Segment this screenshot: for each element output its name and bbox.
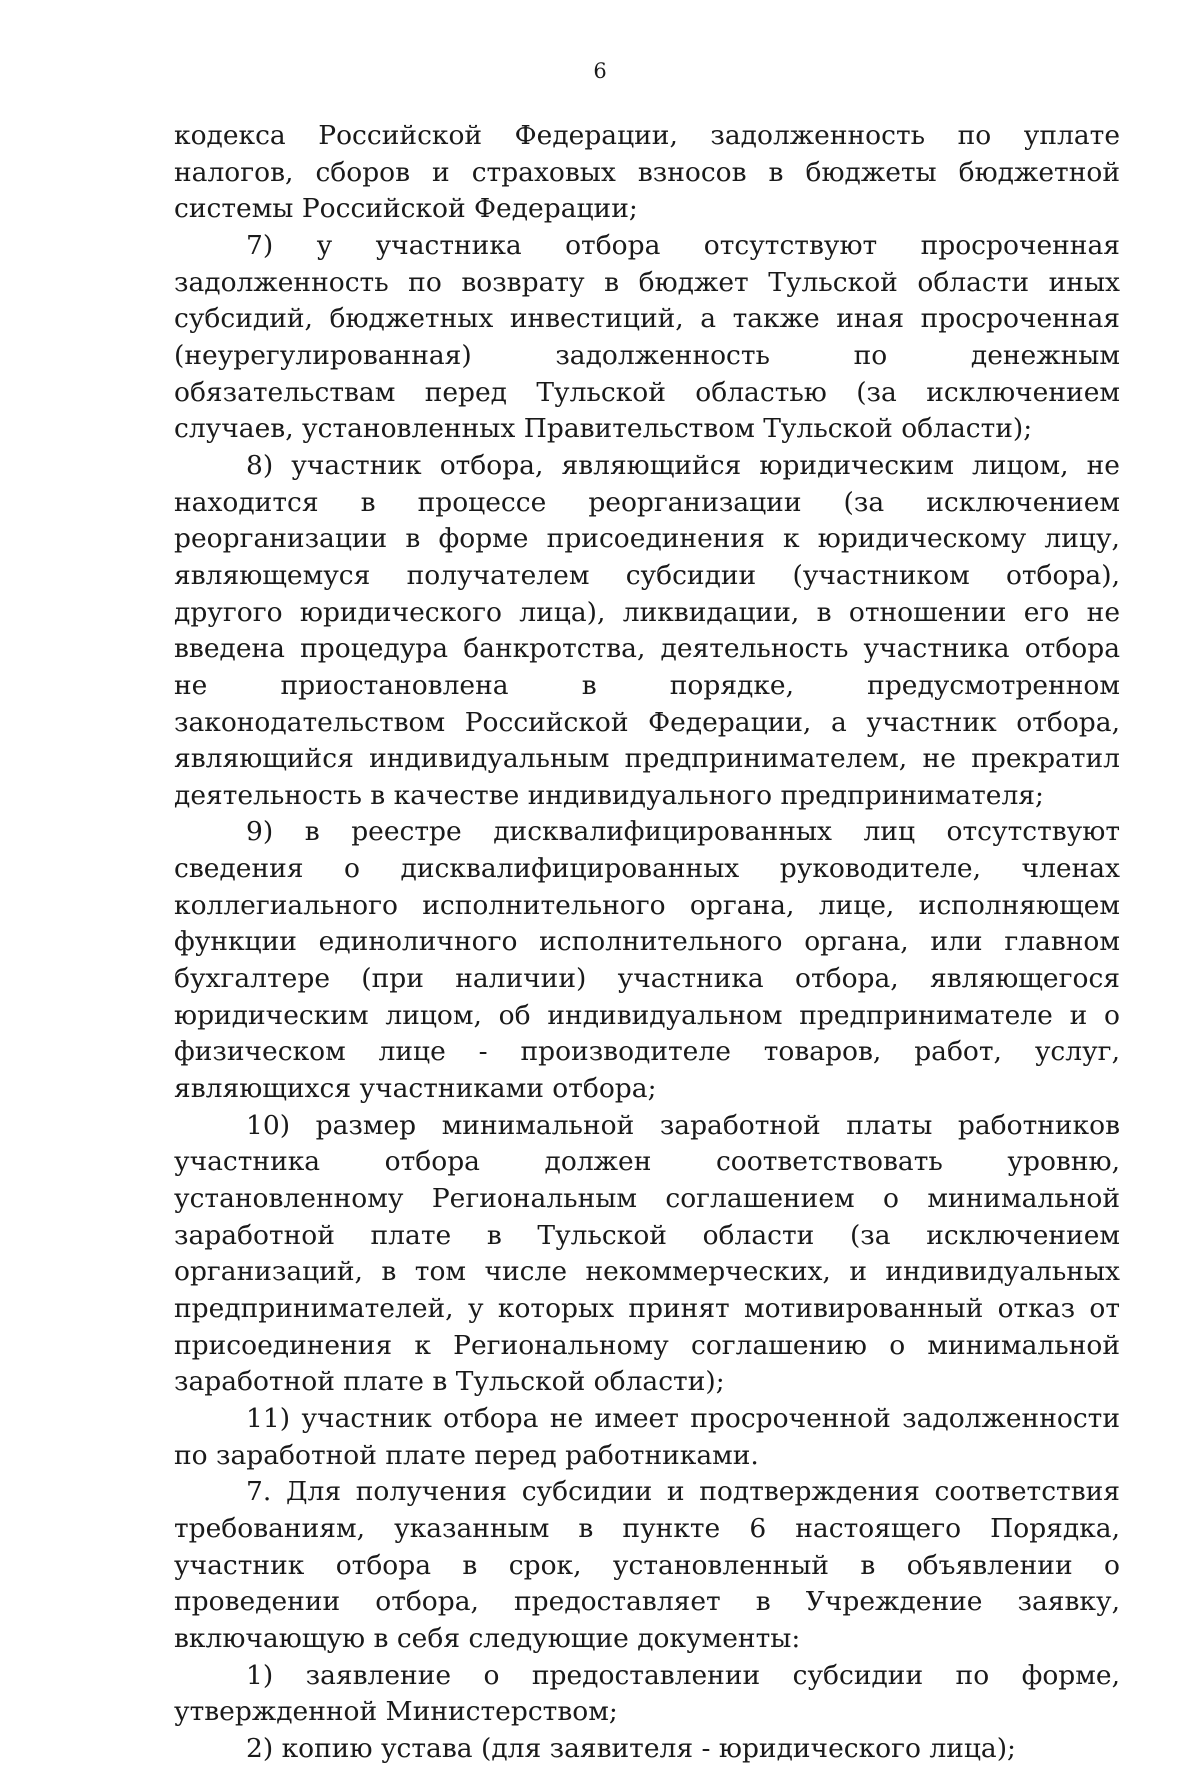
paragraph-item-9: 9) в реестре дисквалифицированных лиц отсутствуют сведения о дисквалифицированных руководителе, членах коллегиального исполнительного органа, лице, исполняющем функции единоличного исполнительного органа, или главном бухгалтере (при наличии) участника отбора, являющегося юридическим лицом, об индивидуальном предпринимателе и о физическом лице - производителе товаров, работ, услуг, являющихся участниками отбора; — [174, 816, 1120, 1105]
paragraph-item-11: 11) участник отбора не имеет просроченной задолженности по заработной плате перед работниками. — [174, 1402, 1120, 1471]
paragraph-document-2: 2) копию устава (для заявителя - юридического лица); — [246, 1732, 1016, 1764]
document-body — [174, 118, 1120, 1768]
page-number: 6 — [593, 59, 607, 83]
paragraph-continuation: кодекса Российской Федерации, задолженность по уплате налогов, сборов и страховых взносов в бюджеты бюджетной системы Российской Федерации; — [174, 120, 1120, 225]
paragraph-document-1: 1) заявление о предоставлении субсидии по форме, утвержденной Министерством; — [174, 1659, 1120, 1728]
paragraph-item-10: 10) размер минимальной заработной платы работников участника отбора должен соответствовать уровню, установленному Региональным соглашением о минимальной заработной плате в Тульской области (за исключением организаций, в том числе некоммерческих, и индивидуальных предпринимателей, у которых принят мотивированный отказ от присоединения к Региональному соглашению о минимальной заработной плате в Тульской области); — [174, 1109, 1120, 1398]
paragraph-item-8: 8) участник отбора, являющийся юридическим лицом, не находится в процессе реорганизации (за исключением реорганизации в форме присоединения к юридическому лицу, являющемуся получателем субсидии (участником отбора), другого юридического лица), ликвидации, в отношении его не введена процедура банкротства, деятельность участника отбора не приостановлена в порядке, предусмотренном законодательством Российской Федерации, а участник отбора, являющийся индивидуальным предпринимателем, не прекратил деятельность в качестве индивидуального предпринимателя; — [174, 449, 1120, 811]
paragraph-item-7: 7) у участника отбора отсутствуют просроченная задолженность по возврату в бюджет Тульской области иных субсидий, бюджетных инвестиций, а также иная просроченная (неурегулированная) задолженность по денежным обязательствам перед Тульской областью (за исключением случаев, установленных Правительством Тульской области); — [174, 229, 1120, 445]
paragraph-clause-7: 7. Для получения субсидии и подтверждения соответствия требованиям, указанным в пункте 6 настоящего Порядка, участник отбора в срок, установленный в объявлении о проведении отбора, предоставляет в Учреждение заявку, включающую в себя следующие документы: — [174, 1476, 1120, 1654]
